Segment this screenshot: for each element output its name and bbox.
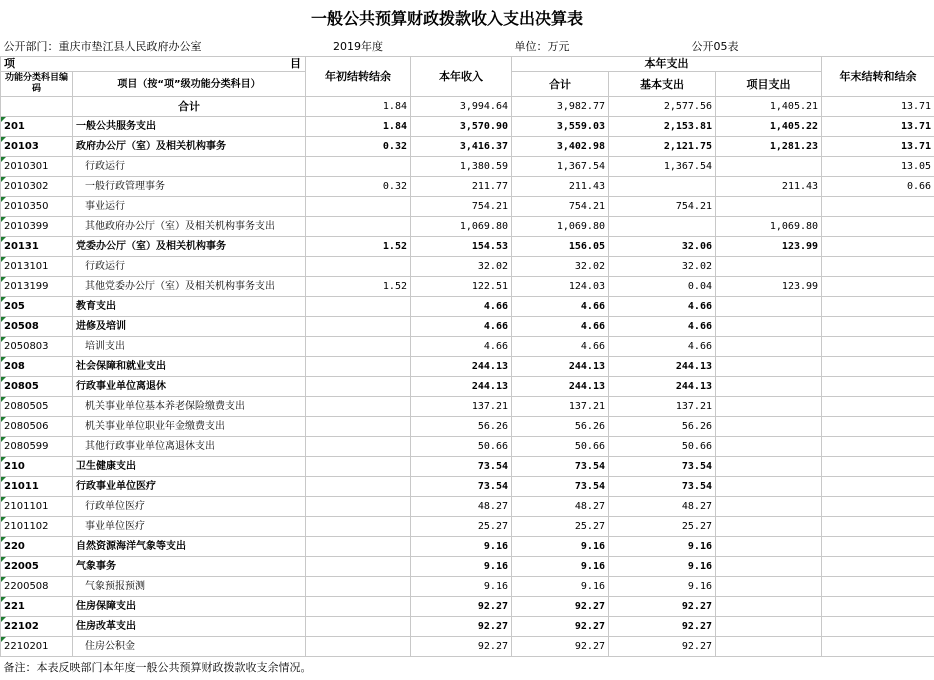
row-begin[interactable] xyxy=(306,497,411,517)
row-code[interactable]: 210 xyxy=(1,457,73,477)
row-name[interactable]: 机关事业单位职业年金缴费支出 xyxy=(73,417,306,437)
row-project[interactable] xyxy=(716,477,822,497)
row-income[interactable]: 1,380.59 xyxy=(411,157,512,177)
row-begin[interactable]: 1.52 xyxy=(306,237,411,257)
header-income: 本年收入 xyxy=(411,57,512,97)
row-income[interactable]: 73.54 xyxy=(411,477,512,497)
row-total[interactable]: 4.66 xyxy=(512,337,609,357)
table-row xyxy=(1,497,934,517)
row-project[interactable] xyxy=(716,357,822,377)
row-basic[interactable]: 4.66 xyxy=(609,317,716,337)
row-income[interactable]: 1,069.80 xyxy=(411,217,512,237)
row-end[interactable] xyxy=(822,417,934,437)
row-project[interactable] xyxy=(716,537,822,557)
row-name[interactable]: 行政运行 xyxy=(73,157,306,177)
row-code[interactable]: 2010399 xyxy=(1,217,73,237)
row-begin[interactable] xyxy=(306,577,411,597)
row-name[interactable]: 住房改革支出 xyxy=(73,617,306,637)
row-code[interactable]: 2210201 xyxy=(1,637,73,657)
footer-note: 备注：本表反映部门本年度一般公共预算财政拨款收支余情况。 xyxy=(3,660,312,674)
row-income[interactable]: 56.26 xyxy=(411,417,512,437)
row-end[interactable] xyxy=(822,377,934,397)
row-code[interactable]: 2080599 xyxy=(1,437,73,457)
table-row xyxy=(1,617,934,637)
row-end[interactable] xyxy=(822,557,934,577)
row-end[interactable] xyxy=(822,617,934,637)
row-total[interactable]: 9.16 xyxy=(512,537,609,557)
row-income[interactable]: 25.27 xyxy=(411,517,512,537)
row-code[interactable]: 20103 xyxy=(1,137,73,157)
table-row xyxy=(1,357,934,377)
row-name[interactable]: 住房保障支出 xyxy=(73,597,306,617)
row-income[interactable]: 9.16 xyxy=(411,557,512,577)
row-name[interactable]: 行政运行 xyxy=(73,257,306,277)
table-row xyxy=(1,217,934,237)
row-begin[interactable]: 1.84 xyxy=(306,117,411,137)
row-total[interactable]: 156.05 xyxy=(512,237,609,257)
row-code[interactable]: 2080505 xyxy=(1,397,73,417)
row-code[interactable]: 2013101 xyxy=(1,257,73,277)
year-label: 2019年度 xyxy=(333,40,383,53)
table-row xyxy=(1,597,934,617)
row-end[interactable] xyxy=(822,497,934,517)
row-begin[interactable] xyxy=(306,297,411,317)
row-project[interactable]: 1,405.22 xyxy=(716,117,822,137)
row-income[interactable]: 3,570.90 xyxy=(411,117,512,137)
row-total[interactable]: 56.26 xyxy=(512,417,609,437)
row-code[interactable]: 22005 xyxy=(1,557,73,577)
row-total[interactable]: 32.02 xyxy=(512,257,609,277)
row-end[interactable] xyxy=(822,197,934,217)
row-project[interactable]: 1,281.23 xyxy=(716,137,822,157)
row-basic[interactable]: 56.26 xyxy=(609,417,716,437)
row-end[interactable] xyxy=(822,517,934,537)
row-end[interactable] xyxy=(822,477,934,497)
row-code[interactable]: 20805 xyxy=(1,377,73,397)
row-end[interactable] xyxy=(822,437,934,457)
header-end: 年末结转和结余 xyxy=(822,57,934,97)
row-begin[interactable] xyxy=(306,517,411,537)
row-income[interactable]: 50.66 xyxy=(411,437,512,457)
row-project[interactable] xyxy=(716,637,822,657)
title-spacer-right xyxy=(822,0,934,37)
row-income[interactable]: 122.51 xyxy=(411,277,512,297)
row-code[interactable]: 205 xyxy=(1,297,73,317)
row-basic[interactable]: 0.04 xyxy=(609,277,716,297)
row-end[interactable] xyxy=(822,397,934,417)
row-total[interactable]: 25.27 xyxy=(512,517,609,537)
row-income[interactable]: 244.13 xyxy=(411,357,512,377)
header-item-cell xyxy=(1,57,306,72)
total-project: 1,405.21 xyxy=(716,97,822,117)
row-begin[interactable] xyxy=(306,537,411,557)
total-basic: 2,577.56 xyxy=(609,97,716,117)
row-basic[interactable]: 73.54 xyxy=(609,477,716,497)
table-row xyxy=(1,337,934,357)
table-row xyxy=(1,277,934,297)
row-code[interactable]: 221 xyxy=(1,597,73,617)
row-end[interactable] xyxy=(822,637,934,657)
row-basic[interactable]: 9.16 xyxy=(609,557,716,577)
row-code[interactable]: 2101102 xyxy=(1,517,73,537)
row-begin[interactable]: 0.32 xyxy=(306,177,411,197)
table-row xyxy=(1,477,934,497)
row-end[interactable] xyxy=(822,257,934,277)
unit-label: 单位：万元 xyxy=(514,40,570,53)
dept-label: 公开部门：重庆市垫江县人民政府办公室 xyxy=(3,40,202,53)
row-total[interactable]: 244.13 xyxy=(512,357,609,377)
row-project[interactable]: 211.43 xyxy=(716,177,822,197)
row-total[interactable]: 4.66 xyxy=(512,297,609,317)
row-basic[interactable]: 73.54 xyxy=(609,457,716,477)
row-project[interactable] xyxy=(716,457,822,477)
table-row xyxy=(1,577,934,597)
row-total[interactable]: 92.27 xyxy=(512,617,609,637)
header-item-right: 目 xyxy=(290,57,301,70)
table-row xyxy=(1,157,934,177)
row-name[interactable]: 一般行政管理事务 xyxy=(73,177,306,197)
row-income[interactable]: 92.27 xyxy=(411,597,512,617)
table-row xyxy=(1,417,934,437)
row-code[interactable]: 2200508 xyxy=(1,577,73,597)
row-name[interactable]: 卫生健康支出 xyxy=(73,457,306,477)
row-basic[interactable]: 137.21 xyxy=(609,397,716,417)
row-project[interactable]: 123.99 xyxy=(716,277,822,297)
row-name[interactable]: 其他政府办公厅（室）及相关机构事务支出 xyxy=(73,217,306,237)
row-end[interactable] xyxy=(822,317,934,337)
header-begin: 年初结转结余 xyxy=(306,57,411,97)
row-project[interactable] xyxy=(716,437,822,457)
row-name[interactable]: 其他党委办公厅（室）及相关机构事务支出 xyxy=(73,277,306,297)
row-end[interactable] xyxy=(822,457,934,477)
row-begin[interactable] xyxy=(306,397,411,417)
header-name: 项目（按“项”级功能分类科目） xyxy=(73,72,306,97)
row-name[interactable]: 社会保障和就业支出 xyxy=(73,357,306,377)
row-basic[interactable]: 244.13 xyxy=(609,357,716,377)
row-begin[interactable] xyxy=(306,637,411,657)
row-income[interactable]: 154.53 xyxy=(411,237,512,257)
table-row xyxy=(1,557,934,577)
row-name[interactable]: 其他行政事业单位离退休支出 xyxy=(73,437,306,457)
row-begin[interactable] xyxy=(306,597,411,617)
row-end[interactable] xyxy=(822,537,934,557)
table-row xyxy=(1,197,934,217)
row-name[interactable]: 教育支出 xyxy=(73,297,306,317)
row-begin[interactable] xyxy=(306,377,411,397)
row-name[interactable]: 自然资源海洋气象等支出 xyxy=(73,537,306,557)
row-project[interactable] xyxy=(716,557,822,577)
row-code[interactable]: 208 xyxy=(1,357,73,377)
row-total[interactable]: 4.66 xyxy=(512,317,609,337)
row-end[interactable] xyxy=(822,277,934,297)
row-income[interactable]: 9.16 xyxy=(411,577,512,597)
row-end[interactable]: 0.66 xyxy=(822,177,934,197)
row-total[interactable]: 137.21 xyxy=(512,397,609,417)
row-project[interactable] xyxy=(716,337,822,357)
row-end[interactable]: 13.71 xyxy=(822,137,934,157)
table-row xyxy=(1,177,934,197)
row-basic[interactable]: 4.66 xyxy=(609,337,716,357)
row-name[interactable]: 气象事务 xyxy=(73,557,306,577)
page-title: 一般公共预算财政拨款收入支出决算表 xyxy=(311,9,584,28)
row-project[interactable] xyxy=(716,517,822,537)
table-row xyxy=(1,397,934,417)
row-begin[interactable] xyxy=(306,357,411,377)
row-basic[interactable] xyxy=(609,217,716,237)
table-row xyxy=(1,517,934,537)
row-income[interactable]: 48.27 xyxy=(411,497,512,517)
row-income[interactable]: 9.16 xyxy=(411,537,512,557)
row-income[interactable]: 32.02 xyxy=(411,257,512,277)
row-basic[interactable]: 2,153.81 xyxy=(609,117,716,137)
row-total[interactable]: 124.03 xyxy=(512,277,609,297)
row-end[interactable] xyxy=(822,237,934,257)
row-income[interactable]: 137.21 xyxy=(411,397,512,417)
row-name[interactable]: 培训支出 xyxy=(73,337,306,357)
row-code[interactable]: 2013199 xyxy=(1,277,73,297)
row-basic[interactable]: 92.27 xyxy=(609,637,716,657)
table-row xyxy=(1,537,934,557)
title-spacer-left xyxy=(1,0,73,37)
row-project[interactable] xyxy=(716,377,822,397)
table-row xyxy=(1,377,934,397)
table-row xyxy=(1,117,934,137)
total-income: 3,994.64 xyxy=(411,97,512,117)
row-income[interactable]: 4.66 xyxy=(411,337,512,357)
row-begin[interactable]: 1.52 xyxy=(306,277,411,297)
row-begin[interactable] xyxy=(306,197,411,217)
row-begin[interactable]: 0.32 xyxy=(306,137,411,157)
row-end[interactable] xyxy=(822,577,934,597)
row-end[interactable] xyxy=(822,357,934,377)
row-basic[interactable]: 244.13 xyxy=(609,377,716,397)
row-project[interactable] xyxy=(716,397,822,417)
row-total[interactable]: 3,559.03 xyxy=(512,117,609,137)
header-item: 项 xyxy=(4,57,15,70)
row-project[interactable] xyxy=(716,577,822,597)
row-name[interactable]: 机关事业单位基本养老保险缴费支出 xyxy=(73,397,306,417)
row-begin[interactable] xyxy=(306,617,411,637)
row-name[interactable]: 事业运行 xyxy=(73,197,306,217)
row-begin[interactable] xyxy=(306,157,411,177)
table-row xyxy=(1,137,934,157)
total-expense: 3,982.77 xyxy=(512,97,609,117)
row-income[interactable]: 4.66 xyxy=(411,297,512,317)
row-end[interactable]: 13.71 xyxy=(822,117,934,137)
table-row xyxy=(1,297,934,317)
row-basic[interactable]: 4.66 xyxy=(609,297,716,317)
row-begin[interactable] xyxy=(306,437,411,457)
row-begin[interactable] xyxy=(306,317,411,337)
row-basic[interactable]: 32.02 xyxy=(609,257,716,277)
row-begin[interactable] xyxy=(306,417,411,437)
row-name[interactable]: 住房公积金 xyxy=(73,637,306,657)
row-basic[interactable]: 32.06 xyxy=(609,237,716,257)
row-income[interactable]: 73.54 xyxy=(411,457,512,477)
row-income[interactable]: 92.27 xyxy=(411,617,512,637)
row-project[interactable] xyxy=(716,297,822,317)
row-total[interactable]: 3,402.98 xyxy=(512,137,609,157)
table-row xyxy=(1,457,934,477)
row-basic[interactable]: 2,121.75 xyxy=(609,137,716,157)
row-total[interactable]: 211.43 xyxy=(512,177,609,197)
row-project[interactable] xyxy=(716,157,822,177)
row-name[interactable]: 行政事业单位离退休 xyxy=(73,377,306,397)
row-name[interactable]: 党委办公厅（室）及相关机构事务 xyxy=(73,237,306,257)
row-code[interactable]: 201 xyxy=(1,117,73,137)
row-code[interactable]: 21011 xyxy=(1,477,73,497)
row-basic[interactable] xyxy=(609,177,716,197)
row-total[interactable]: 1,367.54 xyxy=(512,157,609,177)
row-income[interactable]: 244.13 xyxy=(411,377,512,397)
table-row xyxy=(1,257,934,277)
row-begin[interactable] xyxy=(306,557,411,577)
row-code[interactable]: 22102 xyxy=(1,617,73,637)
table-row xyxy=(1,637,934,657)
row-basic[interactable]: 9.16 xyxy=(609,537,716,557)
table-row xyxy=(1,437,934,457)
row-basic[interactable]: 50.66 xyxy=(609,437,716,457)
row-begin[interactable] xyxy=(306,217,411,237)
row-name[interactable]: 进修及培训 xyxy=(73,317,306,337)
row-code[interactable]: 2101101 xyxy=(1,497,73,517)
row-project[interactable]: 123.99 xyxy=(716,237,822,257)
row-income[interactable]: 3,416.37 xyxy=(411,137,512,157)
row-project[interactable]: 1,069.80 xyxy=(716,217,822,237)
row-project[interactable] xyxy=(716,597,822,617)
row-project[interactable] xyxy=(716,257,822,277)
row-code[interactable]: 2010350 xyxy=(1,197,73,217)
row-code[interactable]: 2010302 xyxy=(1,177,73,197)
row-basic[interactable]: 25.27 xyxy=(609,517,716,537)
row-total[interactable]: 73.54 xyxy=(512,477,609,497)
row-code[interactable]: 2080506 xyxy=(1,417,73,437)
row-project[interactable] xyxy=(716,617,822,637)
row-begin[interactable] xyxy=(306,257,411,277)
row-end[interactable] xyxy=(822,297,934,317)
header-code: 功能分类科目编码 xyxy=(1,72,73,97)
row-name[interactable]: 政府办公厅（室）及相关机构事务 xyxy=(73,137,306,157)
row-income[interactable]: 4.66 xyxy=(411,317,512,337)
row-income[interactable]: 92.27 xyxy=(411,637,512,657)
row-basic[interactable]: 92.27 xyxy=(609,617,716,637)
row-end[interactable] xyxy=(822,337,934,357)
row-project[interactable] xyxy=(716,197,822,217)
row-name[interactable]: 气象预报预测 xyxy=(73,577,306,597)
form-label: 公开05表 xyxy=(691,40,739,53)
row-project[interactable] xyxy=(716,417,822,437)
row-name[interactable]: 一般公共服务支出 xyxy=(73,117,306,137)
row-project[interactable] xyxy=(716,497,822,517)
row-end[interactable] xyxy=(822,597,934,617)
row-total[interactable]: 754.21 xyxy=(512,197,609,217)
row-total[interactable]: 92.27 xyxy=(512,597,609,617)
row-basic[interactable]: 1,367.54 xyxy=(609,157,716,177)
row-total[interactable]: 50.66 xyxy=(512,437,609,457)
row-code[interactable]: 2010301 xyxy=(1,157,73,177)
row-income[interactable]: 211.77 xyxy=(411,177,512,197)
row-begin[interactable] xyxy=(306,457,411,477)
header-total: 合计 xyxy=(512,72,609,97)
row-code[interactable]: 20508 xyxy=(1,317,73,337)
row-begin[interactable] xyxy=(306,477,411,497)
header-expense: 本年支出 xyxy=(512,57,822,72)
row-name[interactable]: 行政事业单位医疗 xyxy=(73,477,306,497)
row-basic[interactable]: 92.27 xyxy=(609,597,716,617)
row-total[interactable]: 9.16 xyxy=(512,577,609,597)
total-label: 合计 xyxy=(73,97,306,117)
row-total[interactable]: 48.27 xyxy=(512,497,609,517)
row-begin[interactable] xyxy=(306,337,411,357)
row-project[interactable] xyxy=(716,317,822,337)
row-total[interactable]: 244.13 xyxy=(512,377,609,397)
row-name[interactable]: 行政单位医疗 xyxy=(73,497,306,517)
total-end: 13.71 xyxy=(822,97,934,117)
row-total[interactable]: 9.16 xyxy=(512,557,609,577)
total-begin: 1.84 xyxy=(306,97,411,117)
row-total[interactable]: 92.27 xyxy=(512,637,609,657)
row-name[interactable]: 事业单位医疗 xyxy=(73,517,306,537)
row-total[interactable]: 1,069.80 xyxy=(512,217,609,237)
header-project: 项目支出 xyxy=(716,72,822,97)
row-basic[interactable]: 9.16 xyxy=(609,577,716,597)
row-code[interactable]: 220 xyxy=(1,537,73,557)
row-code[interactable]: 2050803 xyxy=(1,337,73,357)
row-basic[interactable]: 754.21 xyxy=(609,197,716,217)
row-code[interactable]: 20131 xyxy=(1,237,73,257)
header-basic: 基本支出 xyxy=(609,72,716,97)
table-row xyxy=(1,317,934,337)
row-income[interactable]: 754.21 xyxy=(411,197,512,217)
row-total[interactable]: 73.54 xyxy=(512,457,609,477)
row-end[interactable]: 13.05 xyxy=(822,157,934,177)
row-basic[interactable]: 48.27 xyxy=(609,497,716,517)
row-end[interactable] xyxy=(822,217,934,237)
table-row xyxy=(1,237,934,257)
